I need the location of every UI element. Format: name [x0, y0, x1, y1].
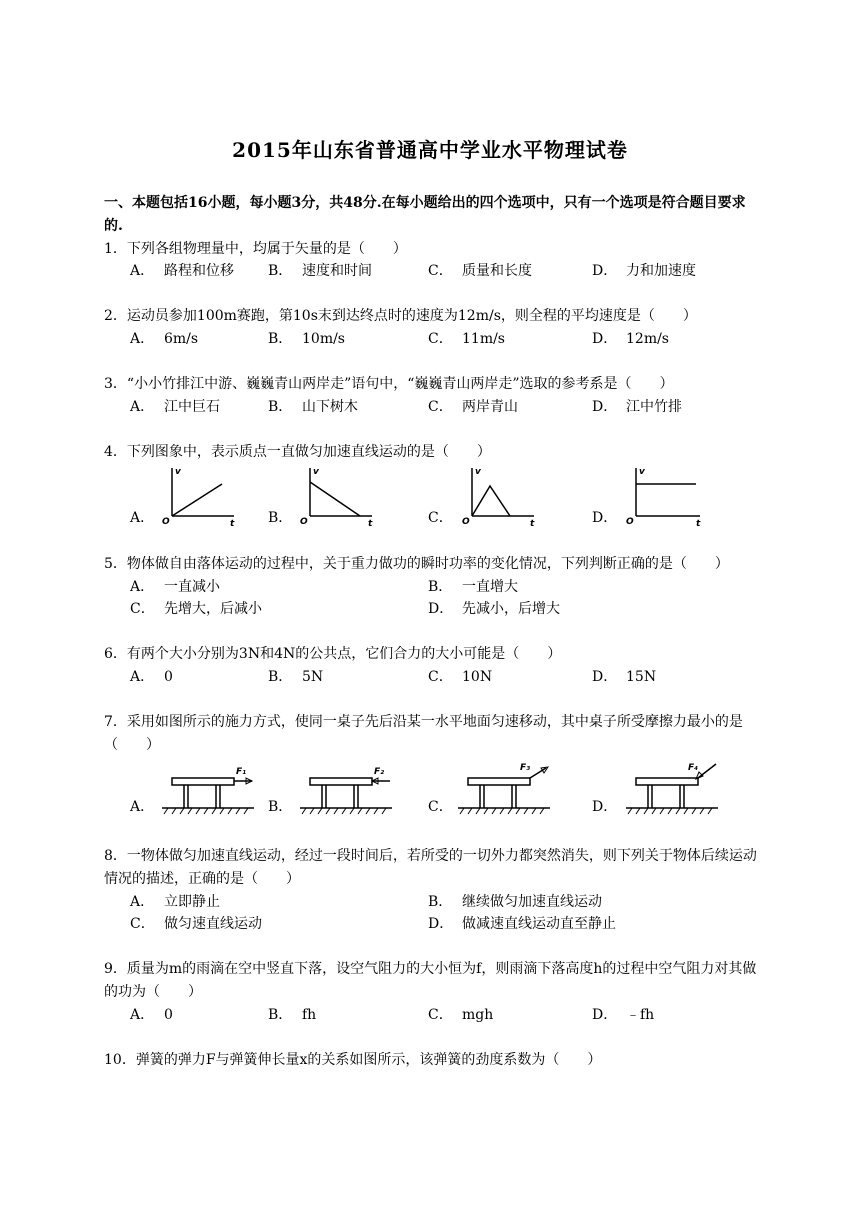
- question-5-options-row2: [130, 598, 770, 621]
- graph-d-constant: [624, 464, 706, 528]
- question-3-stem: 3．“小小竹排江中游、巍巍青山两岸走”语句中，“巍巍青山两岸走”选取的参考系是（ ）: [104, 376, 674, 392]
- question-7-stem: 7．采用如图所示的施力方式，使同一桌子先后沿某一水平地面匀速移动，其中桌子所受摩擦力最小的是（ ）: [104, 714, 743, 753]
- option-b[interactable]: B． 继续做匀加速直线运动: [428, 894, 602, 910]
- option-b[interactable]: B． fh: [268, 1007, 317, 1023]
- option-b[interactable]: B． 山下树木: [268, 399, 358, 415]
- v-axis-label: v: [313, 467, 319, 477]
- question-6-stem: 6．有两个大小分别为3N和4N的公共点，它们合力的大小可能是（ ）: [104, 646, 562, 662]
- t-axis-label: t: [230, 519, 235, 529]
- question-9-stem: 9．质量为m的雨滴在空中竖直下落，设空气阻力的大小恒为f，则雨滴下落高度h的过程中空气阻力对其做的功为（ ）: [104, 961, 757, 1000]
- force-label-f4: F₄: [688, 763, 699, 773]
- option-c[interactable]: C． 10N: [428, 669, 493, 685]
- question-10-stem: 10．弹簧的弹力F与弹簧伸长量x的关系如图所示，该弹簧的劲度系数为（ ）: [104, 1052, 602, 1068]
- question-8-stem: 8．一物体做匀加速直线运动，经过一段时间后，若所受的一切外力都突然消失，则下列关于物体后续运动情况的描述，正确的是（ ）: [104, 848, 757, 887]
- v-axis-label: v: [475, 467, 481, 477]
- option-a[interactable]: A． 江中巨石: [130, 399, 220, 415]
- force-label-f1: F₁: [236, 767, 247, 777]
- question-8-options-row1: [130, 891, 770, 914]
- option-b[interactable]: B． 5N: [268, 669, 324, 685]
- t-axis-label: t: [530, 519, 535, 529]
- option-b[interactable]: B． 10m/s: [268, 331, 345, 347]
- option-d[interactable]: D． ﹣fh: [592, 1007, 655, 1023]
- question-1-options: [130, 260, 770, 283]
- t-axis-label: t: [368, 519, 373, 529]
- option-b[interactable]: B．: [268, 510, 293, 526]
- option-d[interactable]: D． 做减速直线运动直至静止: [428, 916, 616, 932]
- question-1-stem: 1．下列各组物理量中，均属于矢量的是（ ）: [104, 241, 407, 257]
- graph-b-line-decreasing: [298, 464, 378, 528]
- option-b[interactable]: B． 速度和时间: [268, 263, 372, 279]
- force-label-f3: F₃: [520, 763, 531, 773]
- origin-label: O: [300, 517, 308, 527]
- v-axis-label: v: [175, 467, 181, 477]
- option-c[interactable]: C． 两岸青山: [428, 399, 518, 415]
- option-c[interactable]: C．: [428, 510, 453, 526]
- table-figure-c: [458, 762, 554, 816]
- question-2-stem: 2．运动员参加100m赛跑，第10s末到达终点时的速度为12m/s，则全程的平均速度是（ ）: [104, 308, 697, 324]
- question-9-options: [130, 1004, 770, 1027]
- option-a[interactable]: A． 0: [130, 1007, 173, 1023]
- question-2-options: [130, 328, 770, 351]
- option-d[interactable]: D． 力和加速度: [592, 263, 696, 279]
- option-d[interactable]: D． 12m/s: [592, 331, 669, 347]
- origin-label: O: [626, 517, 634, 527]
- option-c[interactable]: C． 先增大，后减小: [130, 601, 262, 617]
- question-3-options: [130, 396, 770, 419]
- question-6-options: [130, 666, 770, 689]
- t-axis-label: t: [696, 519, 701, 529]
- origin-label: O: [162, 517, 170, 527]
- option-b[interactable]: B． 一直增大: [428, 579, 518, 595]
- option-c[interactable]: C． 做匀速直线运动: [130, 916, 262, 932]
- force-label-f2: F₂: [374, 767, 385, 777]
- option-a[interactable]: A．: [130, 799, 155, 815]
- option-c[interactable]: C． 质量和长度: [428, 263, 532, 279]
- option-a[interactable]: A．: [130, 510, 155, 526]
- option-a[interactable]: A． 路程和位移: [130, 263, 234, 279]
- option-a[interactable]: A． 6m/s: [130, 331, 199, 347]
- graph-a-line-increasing: [160, 464, 240, 528]
- table-figure-b: [300, 762, 396, 816]
- page-title: 2015年山东省普通高中学业水平物理试卷: [232, 138, 628, 162]
- graph-c-triangle: [460, 464, 540, 528]
- question-5-options-row1: [130, 576, 770, 599]
- section-instructions: 一、本题包括16小题，每小题3分，共48分.在每小题给出的四个选项中，只有一个选项是符合题目要求的.: [104, 195, 746, 234]
- option-c[interactable]: C． mgh: [428, 1007, 494, 1023]
- option-c[interactable]: C． 11m/s: [428, 331, 505, 347]
- option-a[interactable]: A． 立即静止: [130, 894, 220, 910]
- option-d[interactable]: D．: [592, 799, 618, 815]
- table-figure-d: [626, 762, 722, 816]
- option-d[interactable]: D． 先减小，后增大: [428, 601, 560, 617]
- question-5-stem: 5．物体做自由落体运动的过程中，关于重力做功的瞬时功率的变化情况，下列判断正确的是（ ）: [104, 556, 729, 572]
- option-b[interactable]: B．: [268, 799, 293, 815]
- option-d[interactable]: D．: [592, 510, 618, 526]
- v-axis-label: v: [639, 467, 645, 477]
- question-8-options-row2: [130, 913, 770, 936]
- question-4-stem: 4．下列图象中，表示质点一直做匀加速直线运动的是（ ）: [104, 444, 491, 460]
- table-figure-a: [162, 762, 258, 816]
- option-a[interactable]: A． 一直减小: [130, 579, 220, 595]
- option-c[interactable]: C．: [428, 799, 453, 815]
- option-d[interactable]: D． 15N: [592, 669, 657, 685]
- option-d[interactable]: D． 江中竹排: [592, 399, 682, 415]
- origin-label: O: [462, 517, 470, 527]
- option-a[interactable]: A． 0: [130, 669, 173, 685]
